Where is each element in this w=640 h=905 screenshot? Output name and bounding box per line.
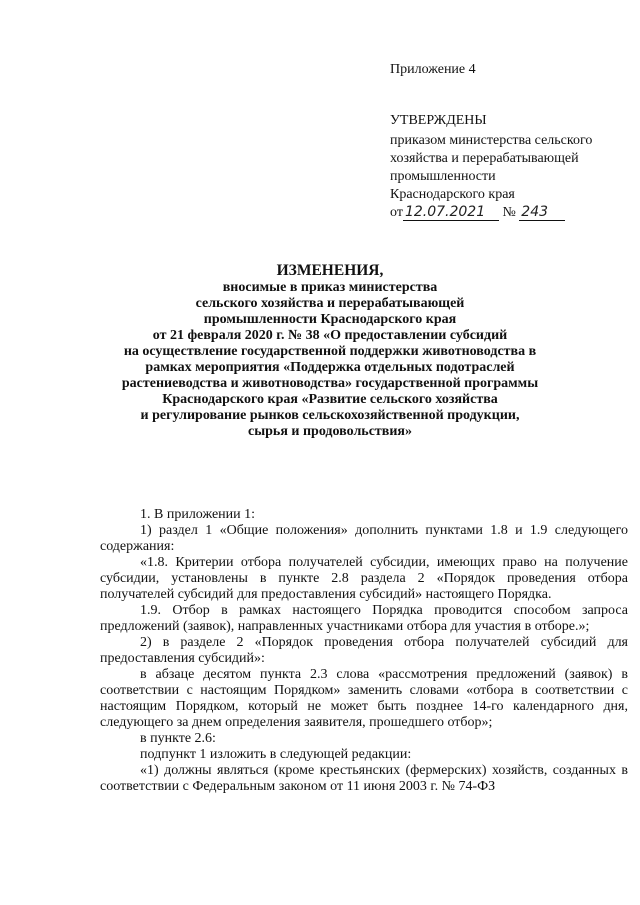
heading-line: сельского хозяйства и перерабатывающей — [195, 296, 465, 311]
order-number-prefix: № — [502, 205, 516, 220]
heading-line: промышленности Краснодарского края — [203, 312, 457, 327]
approval-line: приказом министерства сельского — [390, 133, 593, 148]
order-number-handwritten: 243 — [519, 204, 565, 221]
paragraph: «1.8. Критерии отбора получателей субсидии, имеющих право на получение субсидии, установлены в пункте 2.8 раздела 2 «Порядок проведения отбора получателей субсидий для предоставления субсидий» настоящего Порядка. — [100, 555, 628, 602]
approval-line: хозяйства и перерабатывающей — [390, 151, 579, 166]
paragraph: «1) должны являться (кроме крестьянских (фермерских) хозяйств, созданных в соответствии с Федеральным законом от 11 июня 2003 г. № 74-ФЗ — [100, 763, 628, 794]
heading-line: на осуществление государственной поддержки животноводства в — [123, 344, 537, 359]
order-date-handwritten: 12.07.2021 — [403, 204, 499, 221]
paragraph: 2) в разделе 2 «Порядок проведения отбора получателей субсидий для предоставления субсидий»: — [100, 635, 628, 666]
heading-line: Краснодарского края «Развитие сельского хозяйства — [162, 392, 498, 407]
heading-title: ИЗМЕНЕНИЯ, — [276, 262, 384, 279]
approval-title: УТВЕРЖДЕНЫ — [390, 113, 487, 128]
document-heading — [90, 263, 570, 440]
heading-line: вносимые в приказ министерства — [222, 280, 438, 295]
heading-line: сырья и продовольствия» — [248, 424, 412, 439]
heading-line: рамках мероприятия «Поддержка отдельных подотраслей — [145, 360, 515, 375]
approval-block — [390, 112, 620, 222]
paragraph: 1.9. Отбор в рамках настоящего Порядка проводится способом запроса предложений (заявок), направленных участниками отбора для участия в отборе.»; — [100, 603, 628, 634]
paragraph: 1) раздел 1 «Общие положения» дополнить пунктами 1.8 и 1.9 следующего содержания: — [100, 523, 628, 554]
heading-line: и регулирование рынков сельскохозяйственной продукции, — [140, 408, 520, 423]
document-body — [100, 507, 628, 795]
appendix-label: Приложение 4 — [390, 62, 476, 77]
approval-line: промышленности — [390, 169, 496, 184]
heading-line: от 21 февраля 2020 г. № 38 «О предоставлении субсидий — [152, 328, 508, 343]
paragraph: в абзаце десятом пункта 2.3 слова «рассмотрения предложений (заявок) в соответствии с настоящим Порядком» заменить словами «отбора в соответствии с настоящим Порядком, который не может быть позднее 14-го календарного дня, следующего за днем определения заявителя, прошедшего отбор»; — [100, 667, 628, 730]
order-from-prefix: от — [390, 205, 403, 220]
approval-line: Краснодарского края — [390, 187, 515, 202]
paragraph: 1. В приложении 1: — [140, 507, 256, 522]
paragraph: подпункт 1 изложить в следующей редакции: — [140, 747, 412, 762]
order-reference — [390, 204, 620, 222]
heading-line: растениеводства и животноводства» государственной программы — [121, 376, 539, 391]
paragraph: в пункте 2.6: — [140, 731, 216, 746]
